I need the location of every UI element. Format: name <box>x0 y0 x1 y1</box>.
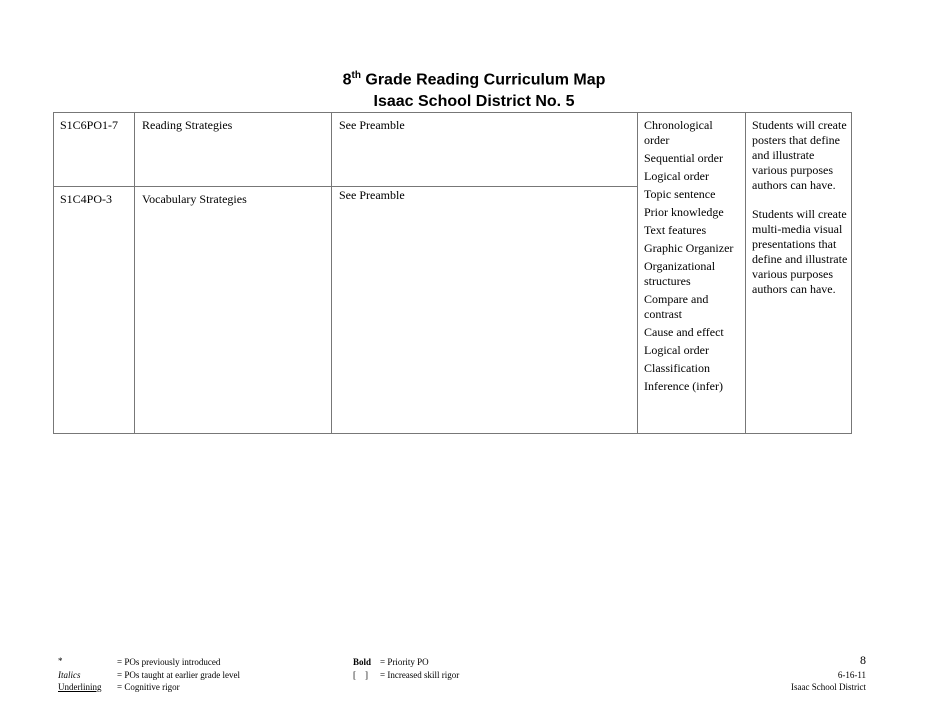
concept-item: Text features <box>644 223 707 237</box>
legend-italics-desc: = POs taught at earlier grade level <box>117 670 241 680</box>
page-district: Isaac School District <box>791 682 866 692</box>
concept-item: Organizational structures <box>644 259 716 288</box>
concept-item: Cause and effect <box>644 325 724 339</box>
concept-item: Chronological order <box>644 118 713 147</box>
legend-bracket: [ ] <box>353 670 368 680</box>
row-code: S1C4PO-3 <box>60 192 113 206</box>
activity-item: Students will create multi-media visual presentations that define and illustrate various purposes authors can have. <box>752 207 848 296</box>
grade-number: 8 <box>342 71 352 89</box>
activity-item: Students will create posters that define and illustrate various purposes authors can have. <box>752 118 847 192</box>
row-strategy: Reading Strategies <box>142 118 233 132</box>
concept-item: Graphic Organizer <box>644 241 734 255</box>
row-preamble: See Preamble <box>339 118 405 132</box>
concept-item: Logical order <box>644 343 709 357</box>
legend-star-desc: = POs previously introduced <box>117 657 221 667</box>
concept-item: Topic sentence <box>644 187 716 201</box>
concept-item: Compare and contrast <box>644 292 709 321</box>
legend-italics: Italics <box>58 670 81 680</box>
row-strategy: Vocabulary Strategies <box>142 192 247 206</box>
column-divider <box>637 113 638 433</box>
concept-item: Sequential order <box>644 151 723 165</box>
concept-item: Inference (infer) <box>644 379 723 393</box>
row-code: S1C6PO1-7 <box>60 118 119 132</box>
page-date: 6-16-11 <box>837 670 866 680</box>
column-divider <box>745 113 746 433</box>
row-divider <box>54 186 637 187</box>
column-divider <box>331 113 332 433</box>
concept-item: Logical order <box>644 169 709 183</box>
district-subtitle: Isaac School District No. 5 <box>373 93 575 110</box>
title-text: Grade Reading Curriculum Map <box>360 71 606 89</box>
legend-bold-desc: = Priority PO <box>380 657 429 667</box>
legend-underline-desc: = Cognitive rigor <box>117 682 180 692</box>
curriculum-table <box>53 112 852 434</box>
legend-bracket-desc: = Increased skill rigor <box>380 670 460 680</box>
page-title <box>3 70 942 89</box>
activities-list <box>752 118 850 297</box>
row-preamble: See Preamble <box>339 188 405 202</box>
legend-underline: Underlining <box>58 682 102 692</box>
legend-star: * <box>58 656 63 666</box>
legend-bold: Bold <box>353 657 372 667</box>
concepts-list <box>644 118 739 397</box>
page-number: 8 <box>860 653 866 667</box>
column-divider <box>134 113 135 433</box>
grade-suffix: th <box>351 70 361 81</box>
concept-item: Classification <box>644 361 710 375</box>
concept-item: Prior knowledge <box>644 205 724 219</box>
